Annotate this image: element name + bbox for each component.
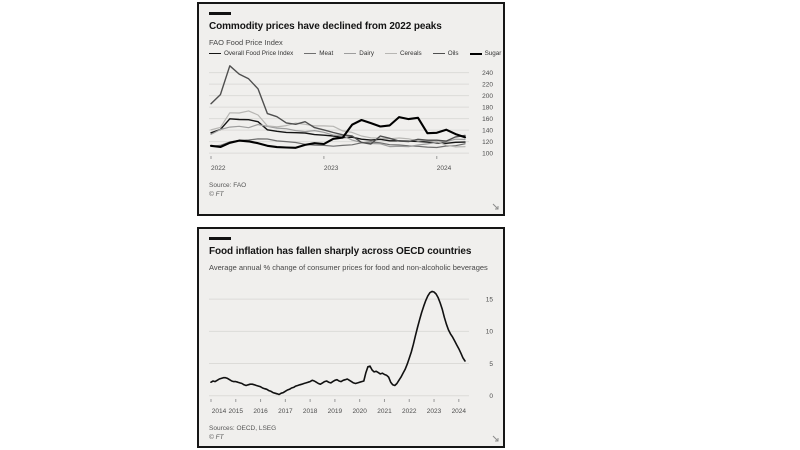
svg-text:2020: 2020 [352,408,367,416]
legend-label: Sugar [484,50,502,58]
chart-subtitle: FAO Food Price Index [209,37,283,47]
chart-subtitle: Average annual % change of consumer prices for food and non-alcoholic beverages [209,262,488,272]
expand-icon[interactable] [492,203,499,210]
svg-text:100: 100 [482,150,493,158]
legend-item [344,50,374,57]
svg-text:140: 140 [482,127,493,135]
food-inflation-chart [209,275,493,423]
svg-text:2021: 2021 [377,408,392,416]
legend-line-icon [385,53,397,54]
svg-text:0: 0 [489,393,493,401]
svg-text:2024: 2024 [436,165,452,173]
ft-credit: © FT [209,434,224,442]
svg-text:2023: 2023 [323,165,339,173]
svg-text:2022: 2022 [211,165,226,173]
expand-icon[interactable] [492,435,499,442]
chart-title: Commodity prices have declined from 2022 peaks [209,21,442,32]
svg-text:2017: 2017 [278,408,293,416]
svg-text:2019: 2019 [327,408,343,416]
svg-text:2024: 2024 [451,408,467,416]
commodity-chart-card [197,2,505,216]
inflation-chart-card [197,227,505,448]
svg-text:2022: 2022 [402,408,417,416]
svg-text:2015: 2015 [228,408,244,416]
commodity-price-chart [209,58,493,180]
legend-item [433,50,459,57]
svg-text:5: 5 [489,361,493,369]
legend-item [209,50,293,57]
svg-text:240: 240 [482,70,493,78]
legend-line-icon [344,53,356,54]
legend-line-icon [209,53,221,54]
legend-line-icon [470,53,482,55]
svg-text:2014: 2014 [211,408,227,416]
svg-text:15: 15 [485,296,493,304]
svg-text:120: 120 [482,139,493,147]
legend-label: Overall Food Price Index [224,50,294,58]
chart-legend [209,50,502,58]
source-line: Source: FAO [209,182,247,190]
source-note [209,424,493,442]
legend-item [470,50,502,57]
legend-label: Cereals [400,50,422,58]
svg-text:220: 220 [482,81,493,89]
svg-text:160: 160 [482,116,493,124]
svg-text:10: 10 [485,328,493,336]
legend-label: Oils [447,50,459,58]
legend-label: Dairy [359,50,374,58]
source-line: Sources: OECD, LSEG [209,425,277,433]
legend-label: Meat [319,50,334,58]
legend-item [385,50,422,57]
svg-text:2023: 2023 [426,408,442,416]
ft-credit: © FT [209,191,224,199]
svg-text:2016: 2016 [253,408,268,416]
svg-text:200: 200 [482,93,493,101]
title-trim-bar [209,237,231,240]
svg-text:2018: 2018 [302,408,318,416]
title-trim-bar [209,12,231,15]
legend-item [304,50,333,57]
chart-title: Food inflation has fallen sharply across OECD countries [209,246,472,257]
legend-line-icon [433,53,445,54]
legend-line-icon [304,53,316,54]
source-note [209,181,493,199]
svg-text:180: 180 [482,104,493,112]
